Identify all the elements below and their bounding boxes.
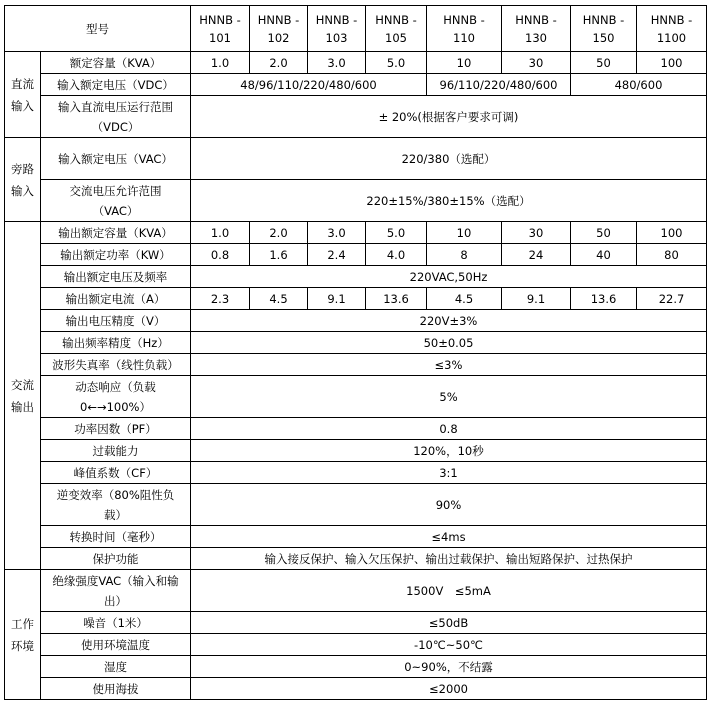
value-cell: ≤50dB	[191, 612, 707, 634]
row-label: 输入额定电压（VDC）	[41, 74, 191, 96]
row-label: 波形失真率（线性负载）	[41, 354, 191, 376]
value-cell: 96/110/220/480/600	[427, 74, 571, 96]
table-row	[5, 526, 707, 548]
table-row	[5, 74, 707, 96]
row-label: 噪音（1米）	[41, 612, 191, 634]
model-header-cell: HNNB - 130	[502, 6, 571, 52]
value-cell: 4.5	[250, 288, 308, 310]
value-cell: 0.8	[191, 418, 707, 440]
table-row	[5, 656, 707, 678]
table-row	[5, 332, 707, 354]
value-cell: 0.8	[191, 244, 250, 266]
model-header-cell: HNNB - 105	[366, 6, 427, 52]
value-cell: 4.5	[427, 288, 502, 310]
table-row	[5, 288, 707, 310]
value-cell: 22.7	[637, 288, 707, 310]
table-row	[5, 52, 707, 74]
value-cell: 1.6	[250, 244, 308, 266]
value-cell: 120%，10秒	[191, 440, 707, 462]
group-label-environment: 工作环境	[5, 570, 41, 700]
row-label: 输出额定功率（KW）	[41, 244, 191, 266]
row-label: 输出电压精度（V）	[41, 310, 191, 332]
value-cell: 输入接反保护、输入欠压保护、输出过载保护、输出短路保护、过热保护	[191, 548, 707, 570]
table-row	[5, 570, 707, 612]
value-cell: 100	[637, 222, 707, 244]
value-cell: 9.1	[502, 288, 571, 310]
value-cell: 10	[427, 222, 502, 244]
value-cell: 3.0	[308, 52, 366, 74]
value-cell: 220V±3%	[191, 310, 707, 332]
model-header-cell: HNNB - 101	[191, 6, 250, 52]
row-label: 使用环境温度	[41, 634, 191, 656]
table-row	[5, 96, 707, 138]
group-label-ac-output: 交流输出	[5, 222, 41, 570]
value-cell: 5.0	[366, 222, 427, 244]
group-label-dc-input: 直流输入	[5, 52, 41, 138]
value-cell: 13.6	[366, 288, 427, 310]
row-label: 输入直流电压运行范围 （VDC）	[41, 96, 191, 138]
table-row	[5, 222, 707, 244]
value-cell: 1500V ≤5mA	[191, 570, 707, 612]
value-cell: ≤2000	[191, 678, 707, 700]
value-cell: 3:1	[191, 462, 707, 484]
row-label: 交流电压允许范围 （VAC）	[41, 180, 191, 222]
value-cell: 40	[571, 244, 637, 266]
value-cell: 30	[502, 222, 571, 244]
row-label: 输出额定电流（A）	[41, 288, 191, 310]
value-cell: ≤3%	[191, 354, 707, 376]
row-label: 输出额定容量（KVA）	[41, 222, 191, 244]
value-cell: 9.1	[308, 288, 366, 310]
table-row	[5, 354, 707, 376]
row-label: 湿度	[41, 656, 191, 678]
group-label-bypass-input: 旁路输入	[5, 138, 41, 222]
value-cell: ≤4ms	[191, 526, 707, 548]
row-label: 保护功能	[41, 548, 191, 570]
model-header-cell: HNNB - 102	[250, 6, 308, 52]
table-row	[5, 376, 707, 418]
value-cell: 1.0	[191, 222, 250, 244]
value-cell: -10℃~50℃	[191, 634, 707, 656]
model-header-cell: HNNB - 1100	[637, 6, 707, 52]
model-header-cell: HNNB - 110	[427, 6, 502, 52]
value-cell: 50	[571, 222, 637, 244]
value-cell: 220/380（选配）	[191, 138, 707, 180]
value-cell: 2.3	[191, 288, 250, 310]
row-label: 过载能力	[41, 440, 191, 462]
value-cell: 480/600	[571, 74, 707, 96]
value-cell: 220±15%/380±15%（选配）	[191, 180, 707, 222]
value-cell: 80	[637, 244, 707, 266]
row-label: 绝缘强度VAC（输入和输 出）	[41, 570, 191, 612]
table-row	[5, 548, 707, 570]
value-cell: 48/96/110/220/480/600	[191, 74, 427, 96]
value-cell: 100	[637, 52, 707, 74]
model-header-label: 型号	[5, 6, 191, 52]
value-cell: 8	[427, 244, 502, 266]
value-cell: 0~90%，不结露	[191, 656, 707, 678]
value-cell: 2.4	[308, 244, 366, 266]
value-cell: 1.0	[191, 52, 250, 74]
value-cell: 4.0	[366, 244, 427, 266]
row-label: 输入额定电压（VAC）	[41, 138, 191, 180]
row-label: 动态响应（负载 0←→100%）	[41, 376, 191, 418]
model-header-cell: HNNB - 150	[571, 6, 637, 52]
value-cell: 13.6	[571, 288, 637, 310]
row-label: 逆变效率（80%阻性负 载）	[41, 484, 191, 526]
value-cell: 5%	[191, 376, 707, 418]
value-cell: 2.0	[250, 222, 308, 244]
row-label: 使用海拔	[41, 678, 191, 700]
table-row	[5, 440, 707, 462]
value-cell: 50	[571, 52, 637, 74]
value-cell: 30	[502, 52, 571, 74]
table-row	[5, 310, 707, 332]
table-row	[5, 612, 707, 634]
table-row	[5, 138, 707, 180]
value-cell: 220VAC,50Hz	[191, 266, 707, 288]
value-cell: ± 20%(根据客户要求可调)	[191, 96, 707, 138]
row-label: 峰值系数（CF）	[41, 462, 191, 484]
value-cell: 2.0	[250, 52, 308, 74]
table-row	[5, 266, 707, 288]
value-cell: 5.0	[366, 52, 427, 74]
row-label: 输出频率精度（Hz）	[41, 332, 191, 354]
row-label: 输出额定电压及频率	[41, 266, 191, 288]
value-cell: 10	[427, 52, 502, 74]
value-cell: 24	[502, 244, 571, 266]
table-row	[5, 418, 707, 440]
value-cell: 90%	[191, 484, 707, 526]
table-row	[5, 634, 707, 656]
value-cell: 3.0	[308, 222, 366, 244]
spec-table	[4, 5, 707, 700]
table-row	[5, 180, 707, 222]
model-header-cell: HNNB - 103	[308, 6, 366, 52]
value-cell: 50±0.05	[191, 332, 707, 354]
table-row	[5, 462, 707, 484]
table-row	[5, 678, 707, 700]
header-row	[5, 6, 707, 52]
table-row	[5, 244, 707, 266]
row-label: 转换时间（毫秒）	[41, 526, 191, 548]
row-label: 额定容量（KVA）	[41, 52, 191, 74]
row-label: 功率因数（PF）	[41, 418, 191, 440]
table-row	[5, 484, 707, 526]
